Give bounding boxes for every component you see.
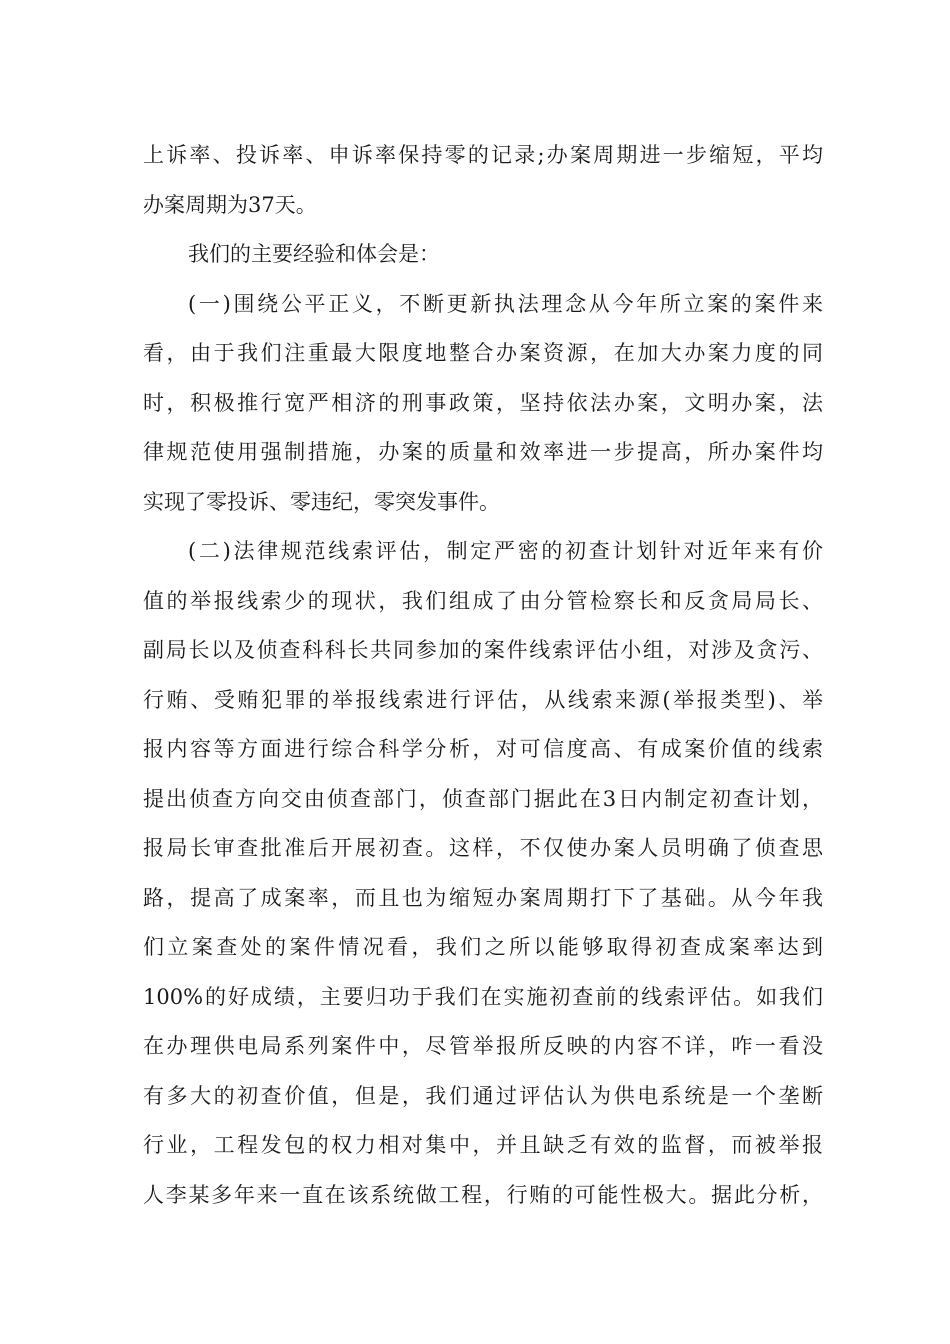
text-line: 我们的主要经验和体会是： [188, 242, 440, 266]
text-line: 报内容等方面进行综合科学分析，对可信度高、有成案价值的线索 [143, 737, 823, 761]
text-line: 上诉率、投诉率、申诉率保持零的记录;办案周期进一步缩短，平均 [143, 143, 823, 167]
text-line: 行贿、受贿犯罪的举报线索进行评估，从线索来源(举报类型)、举 [143, 687, 823, 712]
text-line: 副局长以及侦查科科长共同参加的案件线索评估小组，对涉及贪污、 [143, 638, 823, 662]
text-line: 在办理供电局系列案件中，尽管举报所反映的内容不详，咋一看没 [143, 1034, 823, 1058]
text-line: 值的举报线索少的现状，我们组成了由分管检察长和反贪局局长、 [143, 588, 823, 613]
text-line: 们立案查处的案件情况看，我们之所以能够取得初查成案率达到 [143, 935, 823, 959]
text-line: 律规范使用强制措施，办案的质量和效率进一步提高，所办案件均 [143, 440, 823, 464]
text-line: 办案周期为37天。 [143, 192, 317, 217]
text-line: 实现了零投诉、零违纪，零突发事件。 [143, 489, 500, 514]
text-line: 有多大的初查价值，但是，我们通过评估认为供电系统是一个垄断 [143, 1083, 823, 1108]
text-line: 提出侦查方向交由侦查部门，侦查部门据此在3日内制定初查计划， [143, 786, 823, 811]
text-line: (一)围绕公平正义，不断更新执法理念从今年所立案的案件来 [188, 291, 823, 316]
text-line: 时，积极推行宽严相济的刑事政策，坚持依法办案，文明办案，法 [143, 390, 823, 415]
text-line: 报局长审查批准后开展初查。这样，不仅使办案人员明确了侦查思 [143, 836, 823, 860]
text-line: 路，提高了成案率，而且也为缩短办案周期打下了基础。从今年我 [143, 885, 823, 910]
text-line: 100%的好成绩，主要归功于我们在实施初查前的线索评估。如我们 [143, 984, 823, 1009]
text-line: (二)法律规范线索评估，制定严密的初查计划针对近年来有价 [188, 539, 823, 563]
body-text [143, 131, 823, 1220]
text-line: 人李某多年来一直在该系统做工程，行贿的可能性极大。据此分析， [143, 1182, 823, 1207]
text-line: 行业，工程发包的权力相对集中，并且缺乏有效的监督，而被举报 [143, 1133, 823, 1157]
text-line: 看，由于我们注重最大限度地整合办案资源，在加大办案力度的同 [143, 341, 823, 365]
